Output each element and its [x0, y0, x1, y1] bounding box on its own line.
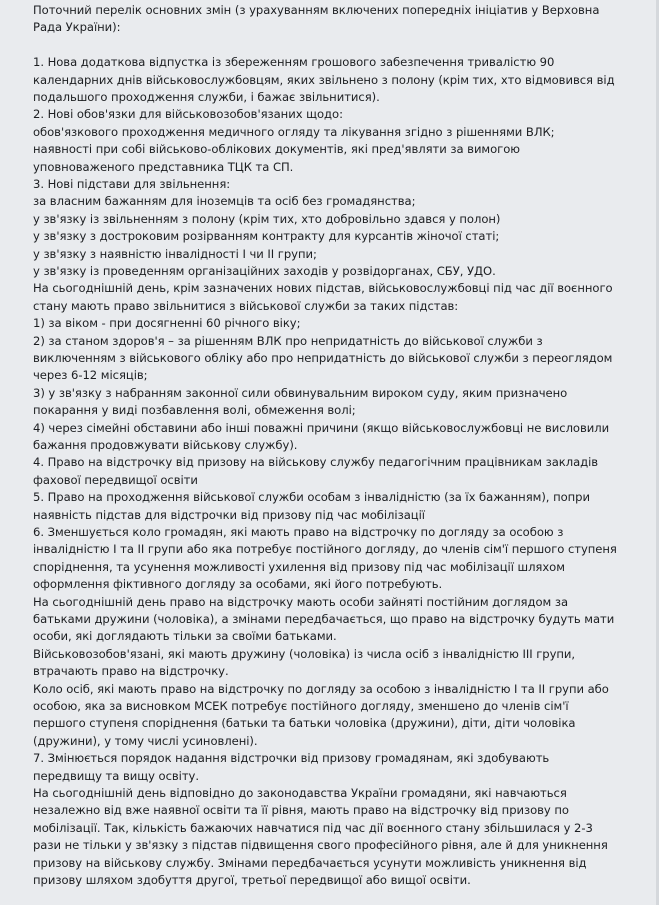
text-line: у зв'язку з наявністю інвалідності I чи II групи;: [33, 246, 317, 261]
text-line: у зв'язку з достроковим розірванням контракту для курсантів жіночої статі;: [33, 229, 500, 244]
text-line: На сьогоднішній день, крім зазначених нових підстав, військовослужбовці під час дії воєнного: [33, 281, 613, 296]
text-line: особою, яка за висновком МСЕК потребує постійного догляду, зменшено до членів сім'ї: [33, 699, 569, 713]
text-line: батьками дружини (чоловіка), а змінами передбачається, що право на відстрочку будуть мати: [33, 612, 615, 626]
text-line: 5. Право на проходження військової служби особам з інвалідністю (за їх бажанням), попри: [33, 490, 590, 505]
text-line: На сьогоднішній день відповідно до законодавства України громадяни, які навчаються: [33, 786, 567, 800]
text-line: передвищу та вищу освіту.: [33, 768, 200, 783]
text-line: інвалідністю I та II групи або яка потребує постійного догляду, до членів сім'ї першого ступеня: [33, 542, 617, 557]
text-line: призову шляхом здобуття другої, третьої передвищої або вищої освіти.: [33, 873, 471, 887]
text-line: уповноваженого представника ТЦК та СП.: [33, 159, 294, 174]
text-line: Військовозобов'язані, які мають дружину (чоловіка) із числа осіб з інвалідністю III групи,: [33, 646, 576, 661]
text-line: бажання продовжувати військову службу).: [33, 438, 298, 452]
text-line: втрачають право на відстрочку.: [33, 664, 229, 679]
text-line: 3) у зв'язку з набранням законної сили обвинувальним вироком суду, яким призначено: [33, 385, 568, 400]
text-line: Коло осіб, які мають право на відстрочку по догляду за особою з інвалідністю I та II групи або: [33, 681, 609, 696]
text-line: 4. Право на відстрочку від призову на військову службу педагогічним працівникам закладів: [33, 455, 599, 470]
text-line: (дружини), у тому числі усиновлені).: [33, 733, 258, 748]
text-line: рази не тільки у зв'язку з підстав підвищення свого професійного рівня, але й для уникнення: [33, 838, 608, 853]
text-line: наявності при собі військово-облікових документів, які пред'являти за вимогою: [33, 142, 520, 157]
text-line: оформлення фіктивного догляду за особами, які його потребують.: [33, 577, 443, 592]
text-line: фахової передвищої освіти: [33, 472, 198, 487]
text-line: 6. Зменшується коло громадян, які мають право на відстрочку по догляду за особою з: [33, 525, 564, 539]
text-line: Поточний перелік основних змін (з урахуванням включених попередніх ініціатив у Верховна: [33, 3, 600, 17]
text-line: особи, які доглядають тільки за своїми батьками.: [33, 629, 337, 644]
text-line: 2. Нові обов'язки для військовозобов'язаних щодо:: [33, 107, 343, 122]
text-line: через 6-12 місяців;: [33, 368, 148, 383]
text-line: споріднення, та усунення можливості ухилення від призову під час мобілізації шляхом: [33, 559, 565, 574]
text-line: На сьогоднішній день право на відстрочку мають особи зайняті постійним доглядом за: [33, 594, 568, 609]
text-line: 4) через сімейні обставини або інші поважні причини (якщо військовослужбовці не висловили: [33, 420, 610, 435]
text-line: наявність підстав для відстрочки від призову під час мобілізації: [33, 507, 425, 522]
text-line: 7. Змінюється порядок надання відстрочки від призову громадянам, які здобувають: [33, 751, 550, 766]
text-line: за власним бажанням для іноземців та осіб без громадянства;: [33, 194, 416, 209]
text-line: у зв'язку із проведенням організаційних заходів у розвідорганах, СБУ, УДО.: [33, 264, 496, 278]
text-line: 2) за станом здоров'я – за рішенням ВЛК про непридатність до військової служби з: [33, 333, 543, 348]
text-line: у зв'язку із звільненням з полону (крім тих, хто добровільно здався у полон): [33, 211, 501, 226]
text-line: першого ступеня споріднення (батьки та батьки чоловіка (дружини), діти, діти чоловіка: [33, 716, 576, 731]
text-line: мобілізації. Так, кількість бажаючих навчатися під час дії воєнного стану збільшилася у 2-3: [33, 820, 593, 835]
text-line: 1) за віком - при досягненні 60 річного віку;: [33, 316, 301, 331]
text-line: Рада України):: [33, 20, 121, 35]
text-line: 1. Нова додаткова відпустка із збереженням грошового забезпечення тривалістю 90: [33, 55, 555, 70]
text-line: стану мають право звільнитися з військової служби за таких підстав:: [33, 298, 459, 313]
text-line: незалежно від вже наявної освіти та її рівня, мають право на відстрочку від призову по: [33, 803, 569, 818]
text-line: виключенням з військового обліку або про непридатність до військової служби з переоглядом: [33, 351, 613, 365]
text-line: обов'язкового проходження медичного огляду та лікування згідно з рішеннями ВЛК;: [33, 124, 555, 139]
text-line: 3. Нові підстави для звільнення:: [33, 177, 231, 191]
text-line: календарних днів військовослужбовцям, яких звільнено з полону (крім тих, хто відмовився від: [33, 72, 615, 87]
text-line: покарання у виді позбавлення волі, обмеження волі;: [33, 403, 356, 418]
text-line: подальшого проходження служби, і бажає звільнитися).: [33, 90, 380, 104]
text-line: призову на військову службу. Змінами передбачається усунути можливість уникнення від: [33, 855, 587, 870]
